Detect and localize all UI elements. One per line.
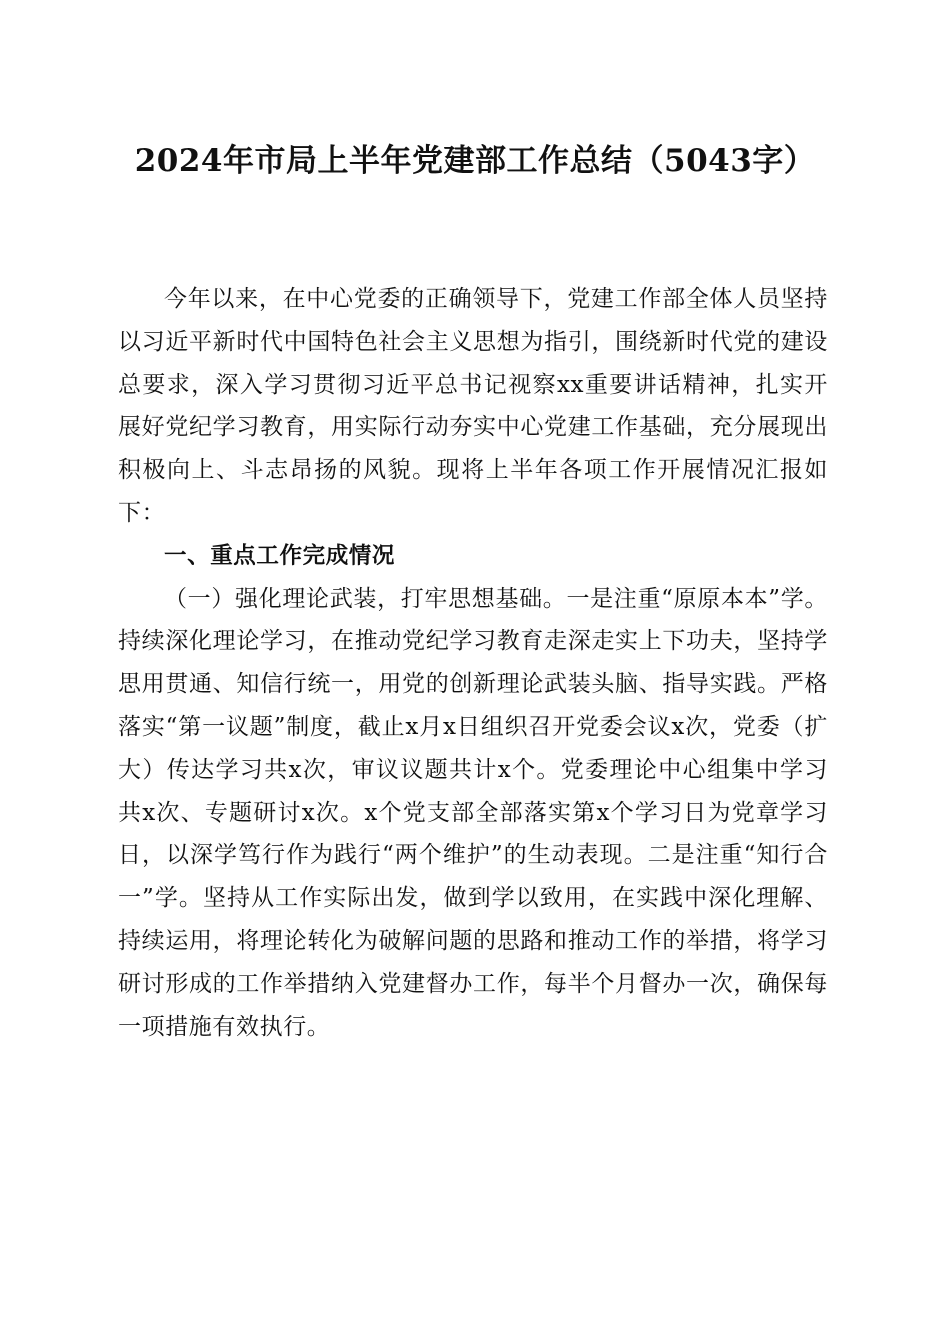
section-heading: 一、重点工作完成情况: [164, 542, 396, 569]
body-paragraph: （一）强化理论武装，打牢思想基础。一是注重“原原本本”学。持续深化理论学习，在推动党纪学习教育走深走实上下功夫，坚持学思用贯通、知信行统一，用党的创新理论武装头脑、指导实践。严格落实“第一议题”制度，截止x月x日组织召开党委会议x次，党委（扩大）传达学习共x次，审议议题共计x个。党委理论中心组集中学习共x次、专题研讨x次。x个党支部全部落实第x个学习日为党章学习日，以深学笃行作为践行“两个维护”的生动表现。二是注重“知行合一”学。坚持从工作实际出发，做到学以致用，在实践中深化理解、持续运用，将理论转化为破解问题的思路和推动工作的举措，将学习研讨形成的工作举措纳入党建督办工作，每半个月督办一次，确保每一项措施有效执行。: [118, 585, 828, 1040]
intro-paragraph: 今年以来，在中心党委的正确领导下，党建工作部全体人员坚持以习近平新时代中国特色社会主义思想为指引，围绕新时代党的建设总要求，深入学习贯彻习近平总书记视察xx重要讲话精神，扎实开展好党纪学习教育，用实际行动夯实中心党建工作基础，充分展现出积极向上、斗志昂扬的风貌。现将上半年各项工作开展情况汇报如下：: [118, 286, 828, 526]
document-body: [118, 278, 828, 1048]
document-title: 2024年市局上半年党建部工作总结（5043字）: [134, 143, 816, 179]
